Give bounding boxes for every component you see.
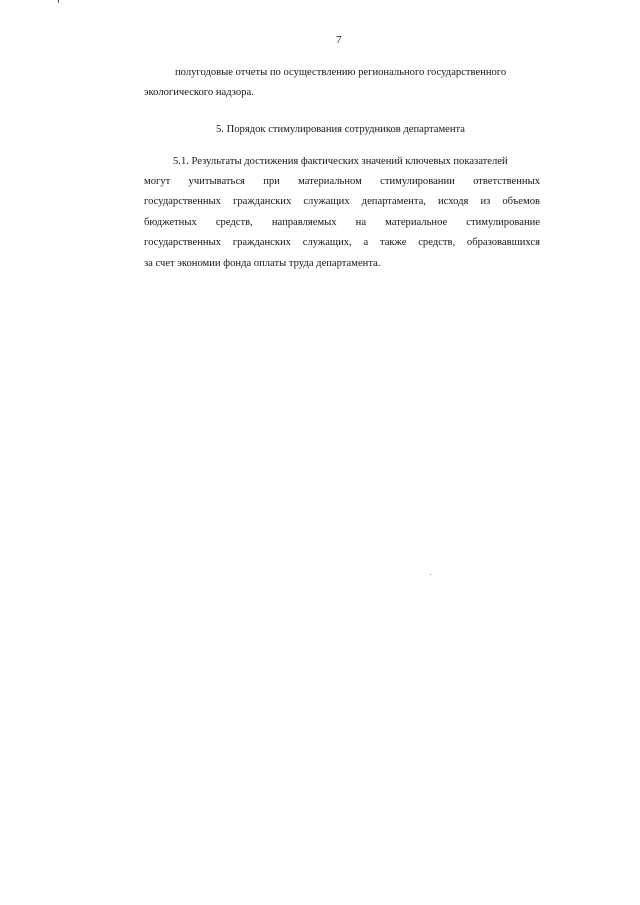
page-number: 7 [336, 34, 342, 46]
intro-line-2: экологического надзора. [144, 87, 254, 98]
intro-line-1: полугодовые отчеты по осуществлению регионального государственного [175, 67, 507, 78]
paragraph-line-2: могут учитываться при материальном стимулировании ответственных [144, 176, 540, 187]
scan-speck [430, 574, 431, 575]
paragraph-line-6: за счет экономии фонда оплаты труда департамента. [144, 258, 381, 269]
section-heading: 5. Порядок стимулирования сотрудников департамента [216, 124, 466, 135]
paragraph-line-5: государственных гражданских служащих, а также средств, образовавшихся [144, 237, 540, 248]
paragraph-line-1: 5.1. Результаты достижения фактических значений ключевых показателей [173, 156, 508, 167]
scan-mark [58, 0, 59, 3]
paragraph-line-3: государственных гражданских служащих департамента, исходя из объемов [144, 196, 540, 207]
paragraph-line-4: бюджетных средств, направляемых на материальное стимулирование [144, 217, 540, 228]
